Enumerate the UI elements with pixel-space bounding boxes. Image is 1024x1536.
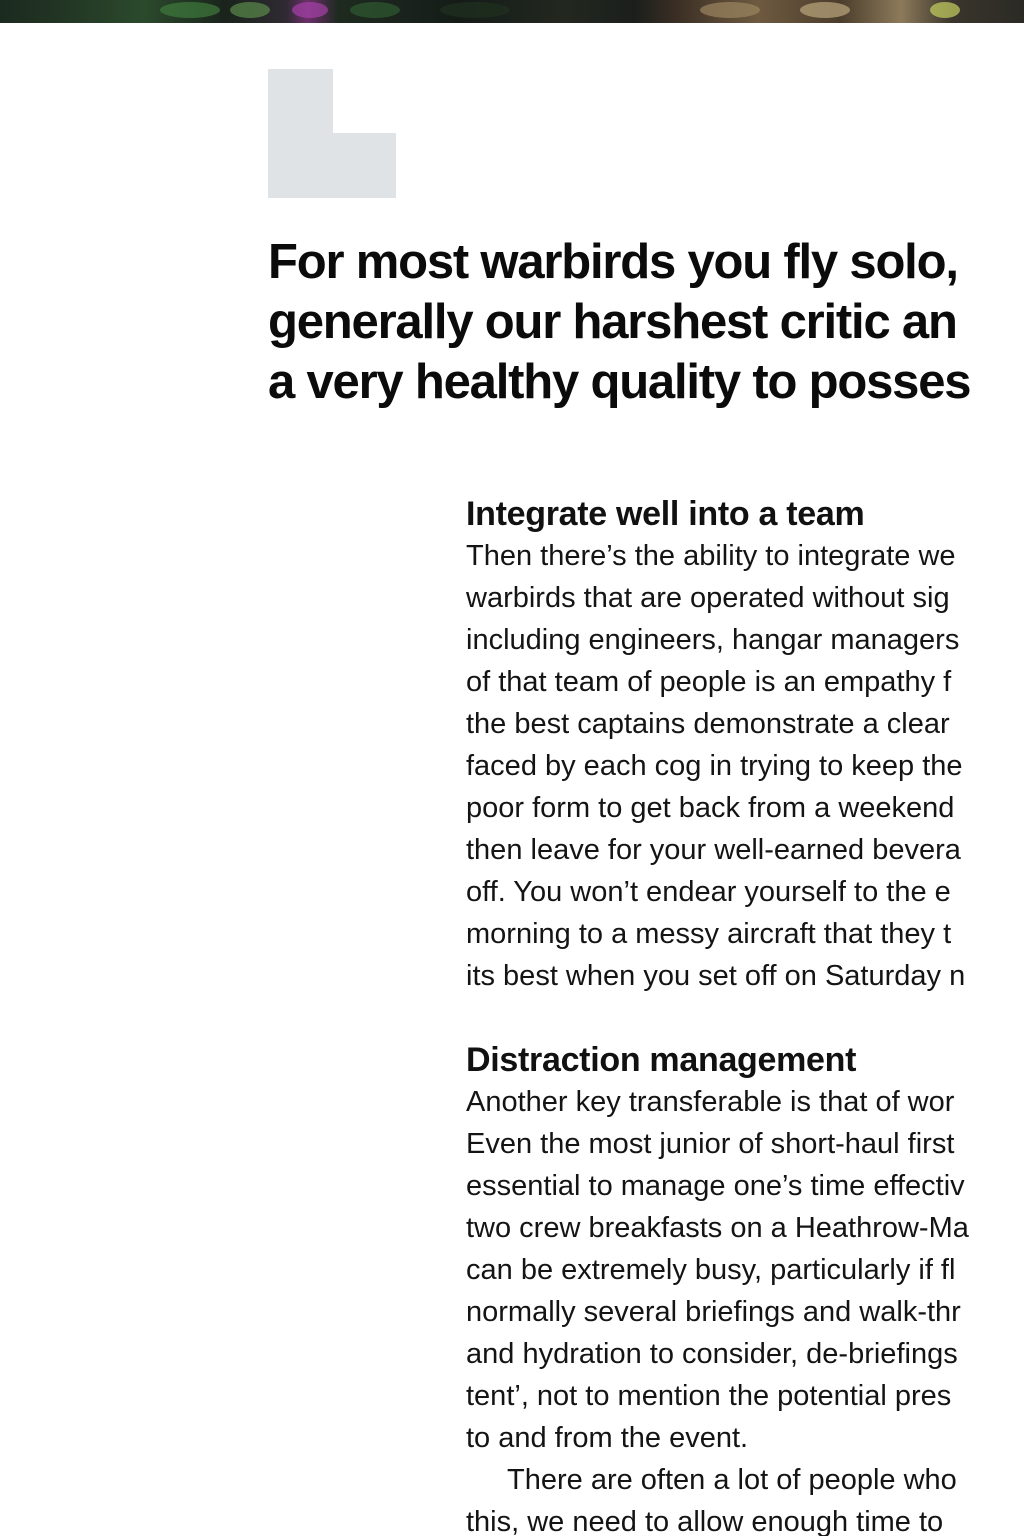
pull-quote-line: For most warbirds you fly solo, (268, 235, 958, 289)
body-line: poor form to get back from a weekend (466, 792, 955, 824)
body-line: Then there’s the ability to integrate we (466, 540, 956, 572)
body-line: to and from the event. (466, 1422, 749, 1454)
header-photo (0, 0, 1024, 23)
body-line: of that team of people is an empathy f (466, 666, 952, 698)
body-line: then leave for your well-earned bevera (466, 834, 961, 866)
body-line: and hydration to consider, de-briefings (466, 1338, 958, 1370)
body-line: Even the most junior of short-haul first (466, 1128, 955, 1160)
body-line: including engineers, hangar managers (466, 624, 960, 656)
body-line: morning to a messy aircraft that they t (466, 918, 952, 950)
body-line: can be extremely busy, particularly if fl (466, 1254, 956, 1286)
body-line: normally several briefings and walk-thr (466, 1296, 961, 1328)
body-line: off. You won’t endear yourself to the e (466, 876, 951, 908)
section-team (466, 493, 1024, 997)
section-heading: Integrate well into a team (466, 495, 865, 533)
quote-mark-icon (268, 69, 396, 198)
section-distraction (466, 1039, 1024, 1536)
body-line: warbirds that are operated without sig (466, 582, 950, 614)
body-line: faced by each cog in trying to keep the (466, 750, 963, 782)
body-line: the best captains demonstrate a clear (466, 708, 950, 740)
body-line: tent’, not to mention the potential pres (466, 1380, 952, 1412)
body-line: Another key transferable is that of wor (466, 1086, 955, 1118)
section-heading: Distraction management (466, 1041, 857, 1079)
body-line: essential to manage one’s time effectiv (466, 1170, 965, 1202)
body-line: two crew breakfasts on a Heathrow-Ma (466, 1212, 969, 1244)
pull-quote-line: generally our harshest critic an (268, 295, 957, 349)
pull-quote-line: a very healthy quality to posses (268, 355, 971, 409)
pull-quote (268, 232, 1024, 412)
body-line: this, we need to allow enough time to (466, 1506, 944, 1536)
body-line: There are often a lot of people who (507, 1464, 957, 1496)
body-line: its best when you set off on Saturday n (466, 960, 966, 992)
